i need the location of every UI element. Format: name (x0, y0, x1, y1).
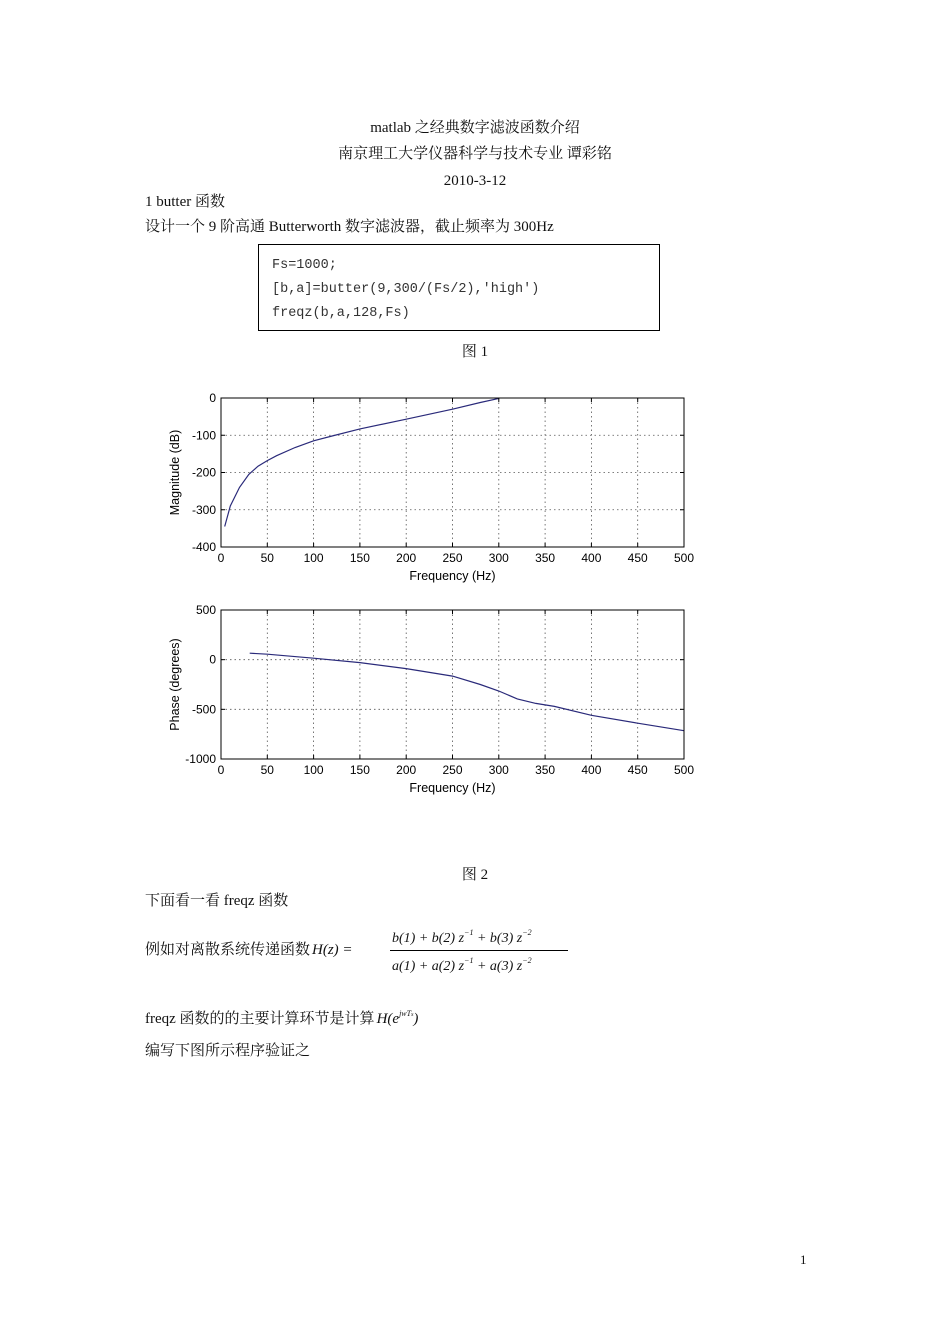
x-tick-label: 200 (396, 763, 417, 777)
y-tick-label: -1000 (185, 752, 216, 766)
y-tick-label: 0 (209, 391, 216, 405)
x-tick-label: 150 (349, 763, 370, 777)
x-tick-label: 50 (260, 763, 274, 777)
example-text (145, 941, 353, 959)
numerator: b(1) + b(2) $z^{-1} + b(3)$ $z^{-2}$ (392, 928, 532, 946)
freqz-intro: 下面看一看 freqz 函数 (145, 893, 289, 909)
y-tick-label: -100 (191, 428, 216, 443)
x-tick-label: 200 (396, 551, 417, 565)
y-tick-label: 0 (209, 652, 216, 667)
phase-chart (150, 597, 710, 802)
x-tick-label: 300 (488, 763, 509, 777)
x-tick-label: 250 (442, 763, 463, 777)
code-line-2: [b,a]=butter(9,300/(Fs/2),'high') (272, 282, 540, 297)
denominator: a(1) + a(2) $z^{-1} + a(3)$ $z^{-2}$ (392, 956, 532, 974)
y-tick-label: -200 (191, 465, 216, 480)
y-tick-label: -400 (191, 540, 216, 554)
x-tick-label: 0 (217, 763, 225, 777)
doc-title: matlab 之经典数字滤波函数介绍 (370, 120, 580, 136)
x-tick-label: 400 (581, 763, 602, 777)
x-tick-label: 100 (303, 763, 324, 777)
x-tick-label: 300 (488, 551, 509, 565)
x-tick-label: 250 (442, 551, 463, 565)
h-ejw: $H(e^{jwTs})$ (376, 1009, 419, 1027)
x-tick-label: 500 (673, 551, 695, 565)
figure-2-caption: 图 2 (461, 867, 489, 883)
fraction-bar (390, 950, 568, 951)
x-tick-label: 150 (349, 551, 370, 565)
section-heading: 1 butter 函数 (145, 194, 225, 210)
freqz-description: freqz 函数的的主要计算环节是计算 $H(e^{jwTs})$ (145, 1009, 419, 1027)
y-tick-label: 500 (195, 603, 216, 617)
y-axis-label: Magnitude (dB) (168, 429, 182, 516)
x-tick-label: 350 (535, 551, 556, 565)
y-tick-label: -500 (191, 702, 216, 717)
y-tick-label: -300 (191, 502, 216, 517)
example-prefix: 例如对离散系统传递函数 (145, 942, 311, 958)
doc-date: 2010-3-12 (443, 173, 507, 189)
x-axis-label: Frequency (Hz) (409, 781, 496, 795)
magnitude-chart (150, 385, 710, 590)
x-tick-label: 500 (673, 763, 695, 777)
code-line-1: Fs=1000; (272, 258, 337, 273)
code-line-3: freqz(b,a,128,Fs) (272, 306, 410, 321)
x-tick-label: 100 (303, 551, 324, 565)
code-block (258, 244, 660, 331)
y-axis-label: Phase (degrees) (168, 638, 182, 731)
transfer-function-label: H(z) = (312, 942, 353, 958)
figure-1-caption: 图 1 (461, 344, 489, 360)
x-axis-label: Frequency (Hz) (409, 569, 496, 583)
verify-text: 编写下图所示程序验证之 (145, 1043, 311, 1059)
section-description: 设计一个 9 阶高通 Butterworth 数字滤波器，截止频率为 300Hz (145, 219, 554, 235)
x-tick-label: 450 (627, 551, 648, 565)
doc-author: 南京理工大学仪器科学与技术专业 谭彩铭 (338, 146, 612, 162)
x-tick-label: 450 (627, 763, 648, 777)
x-tick-label: 50 (260, 551, 274, 565)
page-number: 1 (800, 1252, 807, 1267)
x-tick-label: 350 (535, 763, 556, 777)
x-tick-label: 400 (581, 551, 602, 565)
x-tick-label: 0 (217, 551, 225, 565)
